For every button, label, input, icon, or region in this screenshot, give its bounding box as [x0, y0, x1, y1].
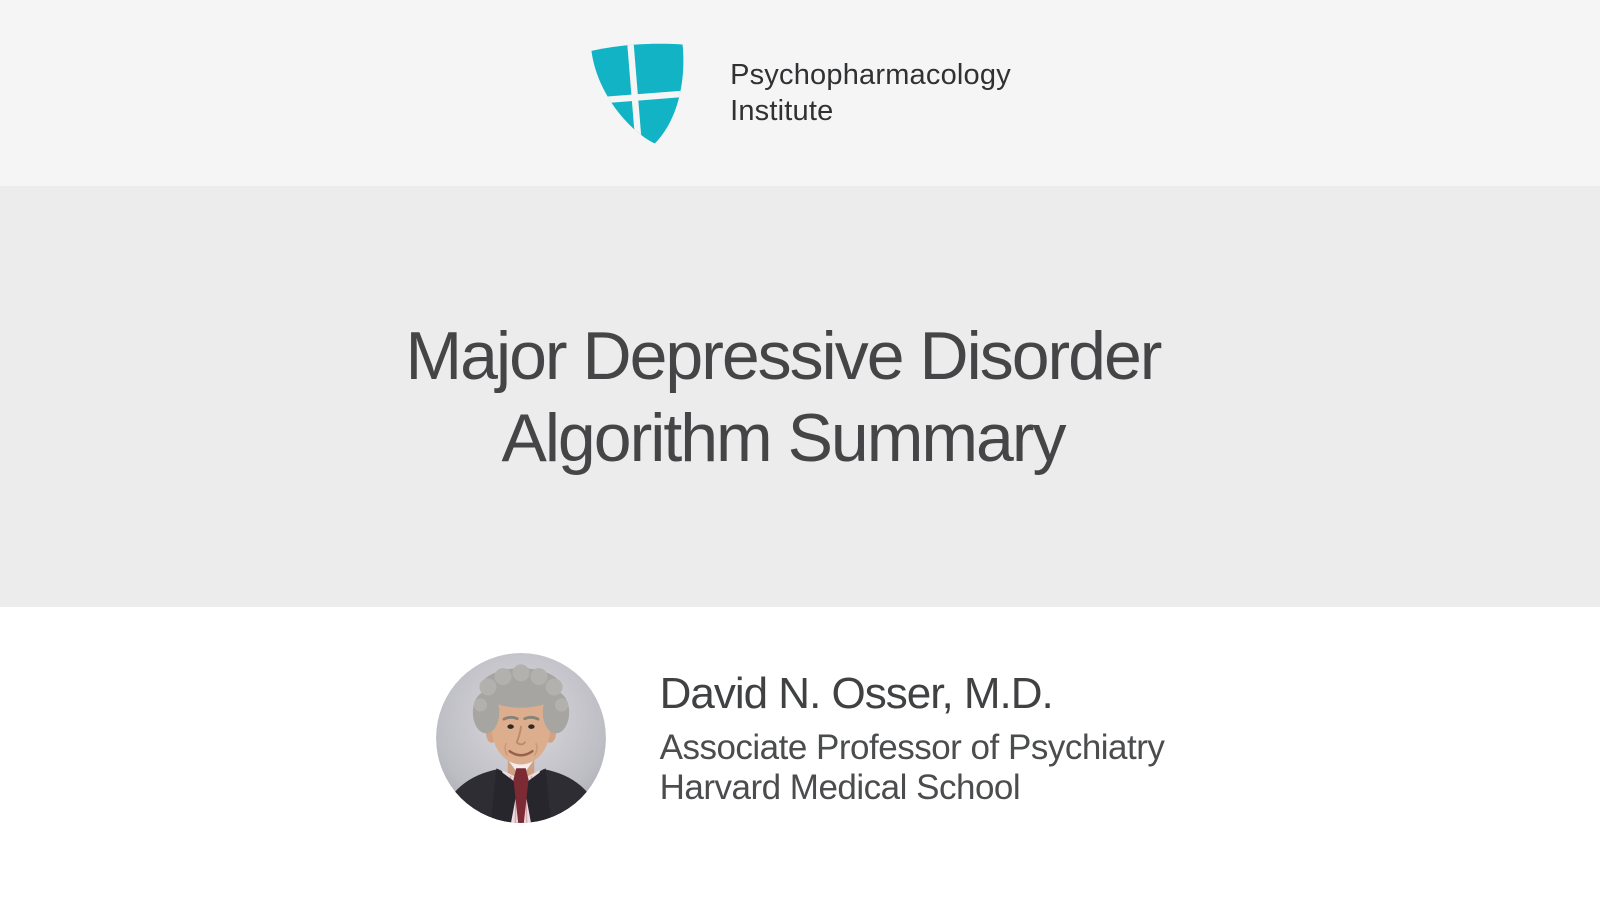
brand-wordmark-line2: Institute [730, 95, 834, 127]
slide-title-line1: Major Depressive Disorder [405, 317, 1161, 394]
brand-wordmark-line1: Psychopharmacology [730, 59, 1011, 91]
slide-title [406, 315, 1161, 479]
header-band [0, 0, 1600, 186]
brand-wordmark [730, 57, 1011, 129]
title-band [0, 186, 1600, 607]
slide-title-line2: Algorithm Summary [501, 399, 1065, 476]
presenter-name: David N. Osser, M.D. [659, 669, 1053, 718]
presenter-photo [436, 653, 606, 823]
presenter-credentials [660, 728, 1165, 808]
presenter-affiliation: Harvard Medical School [659, 768, 1021, 807]
shield-logo-icon [589, 42, 685, 145]
presenter-text-block [660, 668, 1165, 808]
presenter-role: Associate Professor of Psychiatry [659, 728, 1165, 767]
presenter-section [0, 653, 1600, 823]
